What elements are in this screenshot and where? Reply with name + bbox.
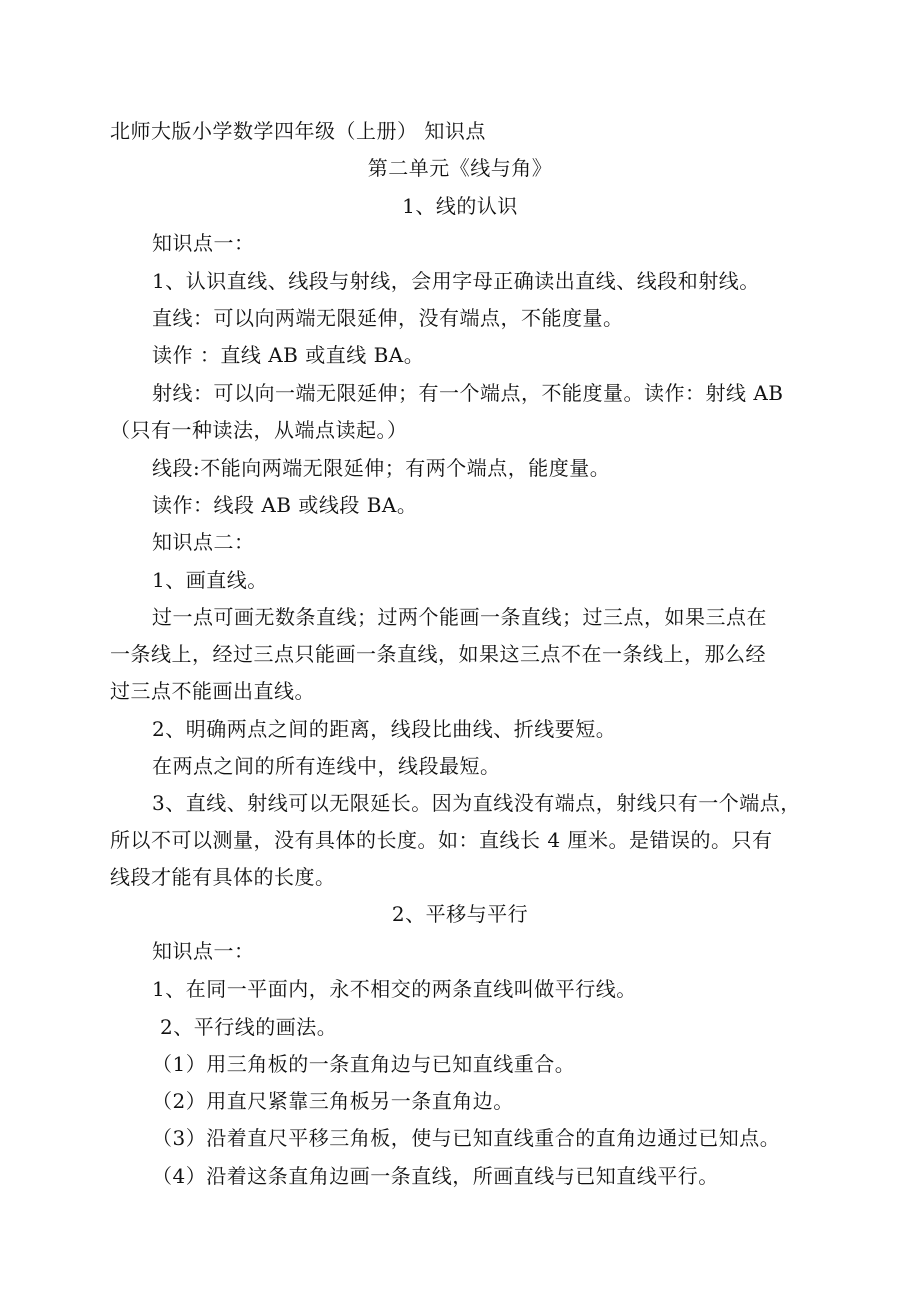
paragraph-line: （只有一种读法，从端点读起。）: [110, 418, 408, 442]
paragraph-line: （4）沿着这条直角边画一条直线，所画直线与已知直线平行。: [152, 1164, 719, 1188]
paragraph-line: 2、平行线的画法。: [160, 1015, 338, 1039]
knowledge-point-label: 知识点一：: [152, 939, 255, 963]
paragraph-line: （1）用三角板的一条直角边与已知直线重合。: [152, 1052, 576, 1076]
knowledge-point-label: 知识点二：: [152, 530, 255, 554]
section-heading: 1、线的认识: [402, 194, 518, 218]
paragraph-line: 3、直线、射线可以无限延长。因为直线没有端点，射线只有一个端点，: [152, 791, 801, 815]
paragraph-line: 线段才能有具体的长度。: [110, 865, 336, 889]
paragraph-line: 射线：可以向一端无限延伸；有一个端点，不能度量。读作：射线 AB: [152, 381, 784, 405]
paragraph-line: 线段:不能向两端无限延伸；有两个端点，能度量。: [152, 456, 611, 480]
section-heading: 2、平移与平行: [391, 902, 529, 926]
document-title: 北师大版小学数学四年级（上册） 知识点: [110, 119, 486, 143]
paragraph-line: 读作 ：直线 AB 或直线 BA。: [152, 343, 425, 367]
paragraph-line: 1、在同一平面内，永不相交的两条直线叫做平行线。: [152, 977, 637, 1001]
paragraph-line: 1、认识直线、线段与射线，会用字母正确读出直线、线段和射线。: [152, 269, 760, 293]
paragraph-line: 直线：可以向两端无限延伸，没有端点，不能度量。: [152, 306, 624, 330]
paragraph-line: 1、画直线。: [152, 568, 268, 592]
paragraph-line: 2、明确两点之间的距离，线段比曲线、折线要短。: [152, 717, 617, 741]
paragraph-line: 读作：线段 AB 或线段 BA。: [152, 493, 418, 517]
knowledge-point-label: 知识点一：: [152, 231, 255, 255]
paragraph-line: 一条线上，经过三点只能画一条直线，如果这三点不在一条线上，那么经: [110, 642, 766, 666]
paragraph-line: 在两点之间的所有连线中，线段最短。: [152, 754, 501, 778]
paragraph-line: 过三点不能画出直线。: [110, 679, 315, 703]
unit-title: 第二单元《线与角》: [367, 156, 553, 180]
paragraph-line: （3）沿着直尺平移三角板，使与已知直线重合的直角边通过已知点。: [152, 1126, 781, 1150]
paragraph-line: 所以不可以测量，没有具体的长度。如：直线长 4 厘米。是错误的。只有: [110, 828, 773, 852]
paragraph-line: （2）用直尺紧靠三角板另一条直角边。: [152, 1089, 514, 1113]
paragraph-line: 过一点可画无数条直线；过两个能画一条直线；过三点，如果三点在: [152, 605, 767, 629]
